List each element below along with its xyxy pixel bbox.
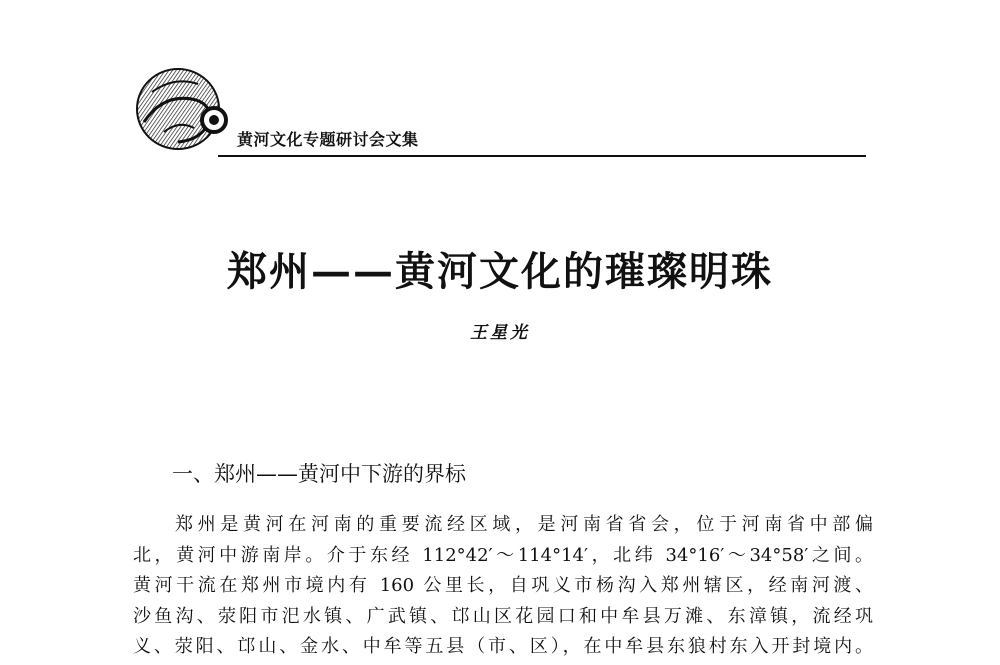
series-title: 黄河文化专题研讨会文集 bbox=[237, 130, 419, 149]
body-paragraph bbox=[133, 510, 873, 663]
article-title: 郑州——黄河文化的璀璨明珠 bbox=[227, 248, 773, 295]
paragraph-line: 黄河干流在郑州市境内有 160 公里长，自巩义市杨沟入郑州辖区，经南河渡、 bbox=[133, 575, 873, 596]
header-divider bbox=[218, 155, 866, 157]
swirl-globe-logo-icon bbox=[134, 62, 234, 158]
section-heading: 一、郑州——黄河中下游的界标 bbox=[172, 462, 466, 486]
paragraph-line: 沙鱼沟、荥阳市汜水镇、广武镇、邙山区花园口和中牟县万滩、东漳镇，流经巩 bbox=[133, 605, 873, 627]
paragraph-line: 北，黄河中游南岸。介于东经 112°42′～114°14′，北纬 34°16′～34°58′之间。 bbox=[133, 544, 873, 566]
paragraph-line: 义、荥阳、邙山、金水、中牟等五县（市、区），在中牟县东狼村东入开封境内。 bbox=[133, 636, 873, 657]
article-author: 王星光 bbox=[470, 323, 530, 343]
paragraph-line: 郑州是黄河在河南的重要流经区域，是河南省省会，位于河南省中部偏 bbox=[175, 514, 873, 535]
